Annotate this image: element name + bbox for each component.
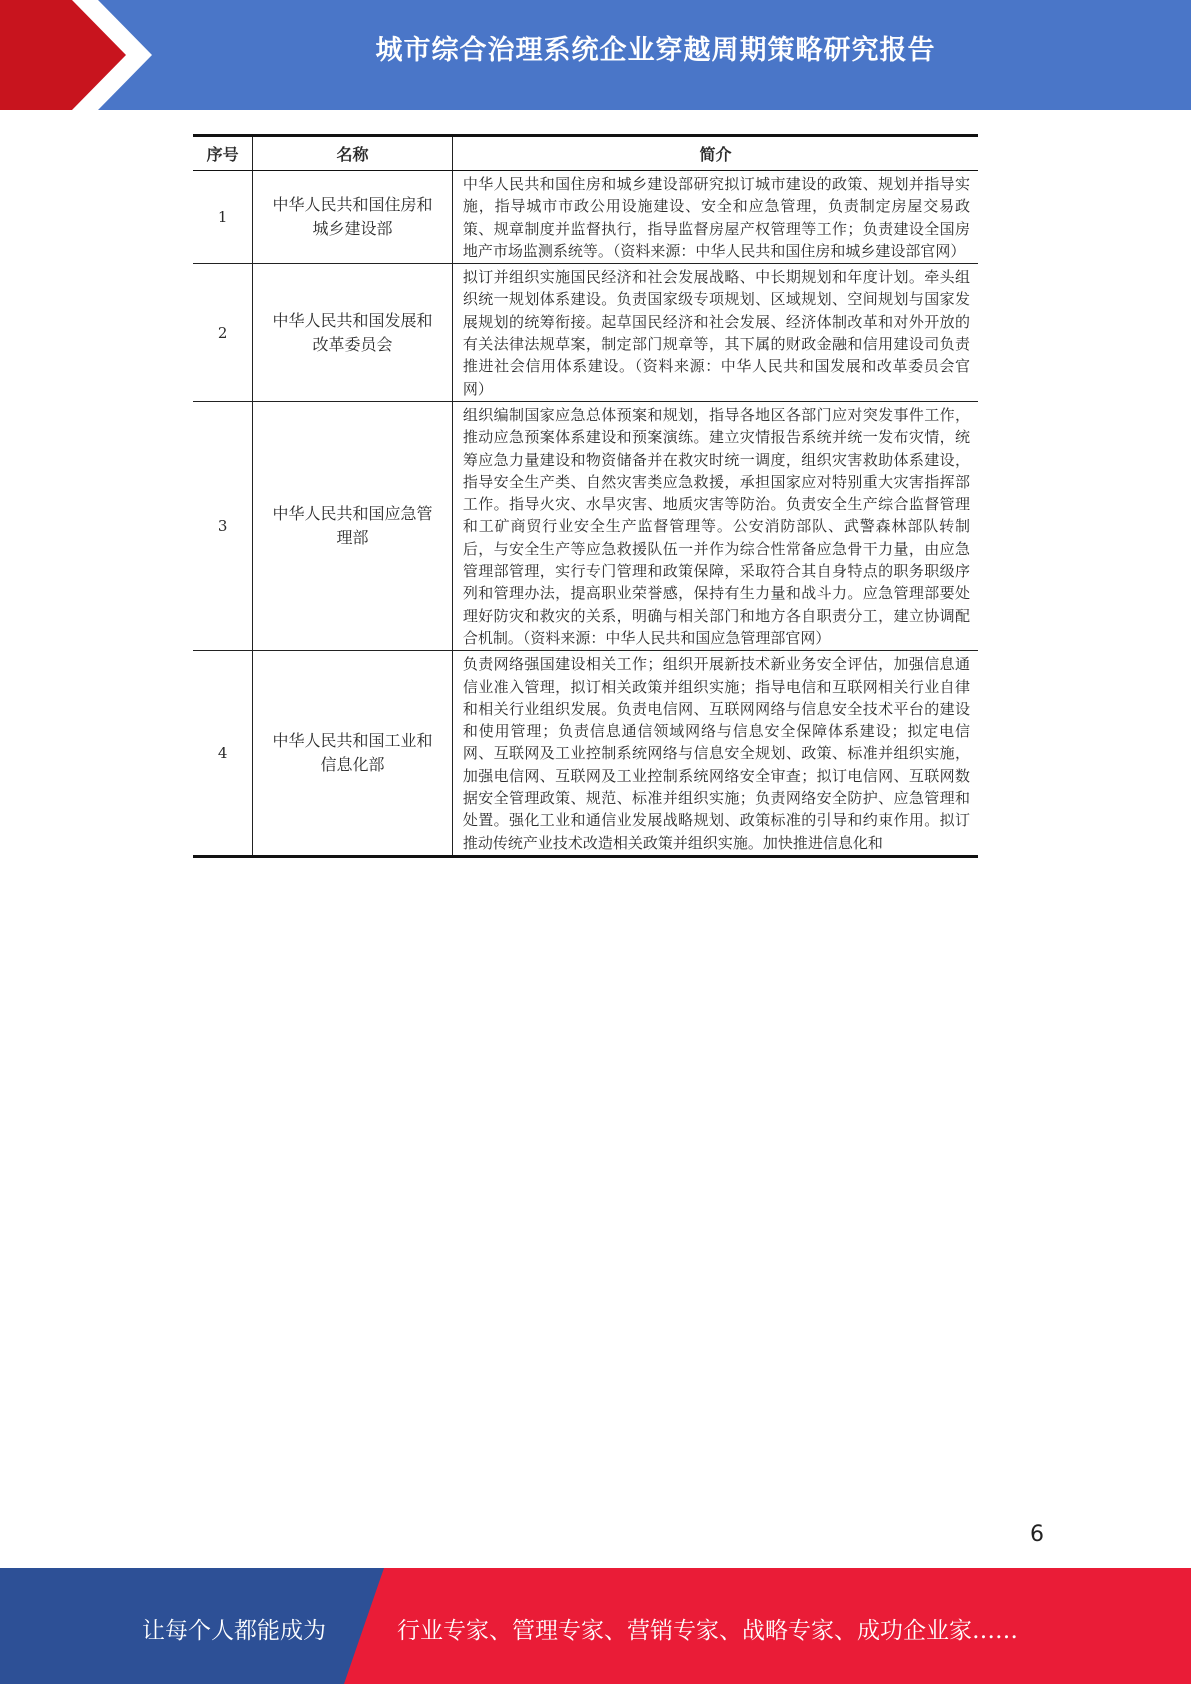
- cell-name: 中华人民共和国发展和改革委员会: [253, 264, 453, 402]
- table-header-row: [193, 136, 978, 171]
- chevron-arrow-icon: [0, 0, 160, 110]
- cell-desc: 拟订并组织实施国民经济和社会发展战略、中长期规划和年度计划。牵头组织统一规划体系建设。负责国家级专项规划、区域规划、空间规划与国家发展规划的统筹衔接。起草国民经济和社会发展、经济体制改革和对外开放的有关法律法规草案，制定部门规章等，其下属的财政金融和信用建设司负责推进社会信用体系建设。（资料来源：中华人民共和国发展和改革委员会官网）: [452, 264, 978, 402]
- footer-slogan-right: 行业专家、管理专家、营销专家、战略专家、成功企业家……: [397, 1618, 1018, 1644]
- table-row: [193, 264, 978, 402]
- table-row: [193, 171, 978, 264]
- cell-seq: 1: [193, 171, 253, 264]
- header-banner: [0, 0, 1191, 110]
- cell-seq: 3: [193, 401, 253, 650]
- column-header-name: 名称: [253, 136, 453, 171]
- column-header-seq: 序号: [193, 136, 253, 171]
- cell-name: 中华人民共和国应急管理部: [253, 401, 453, 650]
- cell-seq: 4: [193, 651, 253, 857]
- column-header-desc: 简介: [452, 136, 978, 171]
- document-title: 城市综合治理系统企业穿越周期策略研究报告: [375, 35, 936, 66]
- cell-name: 中华人民共和国住房和城乡建设部: [253, 171, 453, 264]
- page-number: 6: [1030, 1522, 1044, 1547]
- cell-desc: 组织编制国家应急总体预案和规划，指导各地区各部门应对突发事件工作，推动应急预案体系建设和预案演练。建立灾情报告系统并统一发布灾情，统筹应急力量建设和物资储备并在救灾时统一调度，组织灾害救助体系建设，指导安全生产类、自然灾害类应急救援，承担国家应对特别重大灾害指挥部工作。指导火灾、水旱灾害、地质灾害等防治。负责安全生产综合监督管理和工矿商贸行业安全生产监督管理等。公安消防部队、武警森林部队转制后，与安全生产等应急救援队伍一并作为综合性常备应急骨干力量，由应急管理部管理，实行专门管理和政策保障，采取符合其自身特点的职务职级序列和管理办法，提高职业荣誉感，保持有生力量和战斗力。应急管理部要处理好防灾和救灾的关系，明确与相关部门和地方各自职责分工，建立协调配合机制。（资料来源：中华人民共和国应急管理部官网）: [452, 401, 978, 650]
- agency-table: [193, 134, 978, 858]
- footer-slogan-left: 让每个人都能成为: [142, 1618, 326, 1644]
- cell-seq: 2: [193, 264, 253, 402]
- cell-desc: 负责网络强国建设相关工作；组织开展新技术新业务安全评估，加强信息通信业准入管理，拟订相关政策并组织实施；指导电信和互联网相关行业自律和相关行业组织发展。负责电信网、互联网网络与信息安全技术平台的建设和使用管理；负责信息通信领域网络与信息安全保障体系建设；拟定电信网、互联网及工业控制系统网络与信息安全规划、政策、标准并组织实施，加强电信网、互联网及工业控制系统网络安全审查；拟订电信网、互联网数据安全管理政策、规范、标准并组织实施；负责网络安全防护、应急管理和处置。强化工业和通信业发展战略规划、政策标准的引导和约束作用。拟订推动传统产业技术改造相关政策并组织实施。加快推进信息化和: [452, 651, 978, 857]
- cell-desc: 中华人民共和国住房和城乡建设部研究拟订城市建设的政策、规划并指导实施，指导城市市政公用设施建设、安全和应急管理，负责制定房屋交易政策、规章制度并监督执行，指导监督房屋产权管理等工作；负责建设全国房地产市场监测系统等。（资料来源：中华人民共和国住房和城乡建设部官网）: [452, 171, 978, 264]
- table-row: [193, 651, 978, 857]
- footer-banner: [0, 1568, 1191, 1684]
- table-row: [193, 401, 978, 650]
- cell-name: 中华人民共和国工业和信息化部: [253, 651, 453, 857]
